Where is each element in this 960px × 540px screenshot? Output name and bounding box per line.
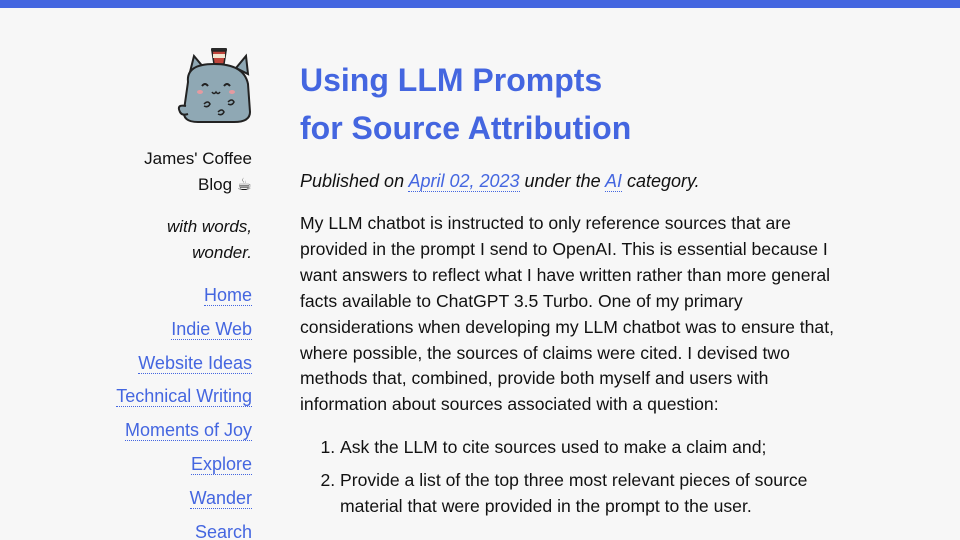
nav-link-website-ideas[interactable]: Website Ideas [138,352,252,373]
article [300,56,860,527]
nav-link-technical-writing[interactable]: Technical Writing [116,386,252,407]
category-link[interactable]: AI [604,171,622,191]
article-title-line-1: Using LLM Prompts [300,62,603,98]
date-link[interactable]: April 02, 2023 [408,171,520,191]
nav-item-website-ideas [90,350,252,384]
nav-item-moments-of-joy [90,417,252,451]
meta-prefix: Published on [300,171,405,191]
nav-item-indie-web [90,316,252,350]
nav-link-moments-of-joy[interactable]: Moments of Joy [124,420,252,441]
site-tagline: with words, wonder. [166,217,252,262]
nav-item-explore [90,451,252,485]
nav-link-indie-web[interactable]: Indie Web [171,318,252,339]
nav-link-wander[interactable]: Wander [189,487,252,508]
nav-link-home[interactable]: Home [203,285,252,305]
article-paragraph: My LLM chatbot is instructed to only reference sources that are provided in the prompt I send to OpenAI. This is essential because I want answers to reflect what I have written rather than more general facts available to ChatGPT 3.5 Turbo. One of my primary considerations when developing my LLM chatbot was to ensure that, where possible, the sources of claims were cited. I devised two methods that, combined, provide both myself and users with information about sources associated with a question: [300,213,834,415]
article-title [300,56,860,152]
sidebar-nav [90,282,252,540]
article-meta [300,168,860,194]
list-item: 2. Provide a list of the top three most relevant pieces of source material that were provided in the prompt to the user. [340,468,860,520]
nav-item-home [90,282,252,316]
meta-suffix: category. [626,171,700,191]
list-item: 1. Ask the LLM to cite sources used to make a claim and; [340,435,860,461]
nav-item-search [90,519,252,540]
nav-item-wander [90,485,252,519]
nav-item-technical-writing [90,383,252,417]
site-logo[interactable] [174,42,254,124]
article-title-line-2: for Source Attribution [300,110,632,146]
site-title: James' Coffee Blog ☕ [144,149,252,194]
nav-link-explore[interactable]: Explore [190,453,252,474]
meta-mid: under the [524,171,601,191]
nav-link-search[interactable]: Search [195,522,252,540]
article-list [300,435,860,520]
cat-coffee-icon [174,42,254,124]
top-accent-bar [0,0,960,8]
